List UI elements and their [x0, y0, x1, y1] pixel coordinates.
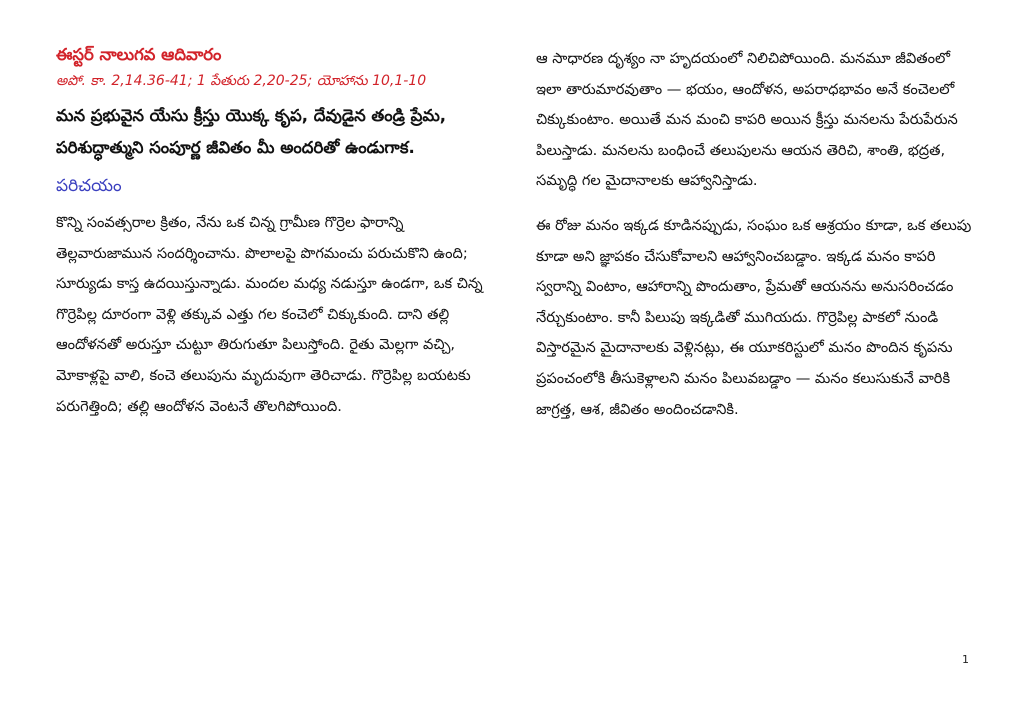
page-number: 1	[962, 653, 969, 666]
page-title: ఈస్టర్ నాలుగవ ఆదివారం	[56, 45, 222, 64]
reflection-paragraph-1: ఆ సాధారణ దృశ్యం నా హృదయంలో నిలిచిపోయింది. మనమూ జీవితంలో ఇలా తారుమారవుతాం — భయం, ఆందోళన, అపరాధభావం అనే కంచెలలో చిక్కుకుంటాం. అయితే మన మంచి కాపరి అయిన క్రీస్తు మనలను పేరుపేరున పిలుస్తాడు. మనలను బంధించే తలుపులను ఆయన తెరిచి, శాంతి, భద్రత, సమృద్ధి గల మైదానాలకు ఆహ్వానిస్తాడు.	[536, 50, 958, 190]
left-column	[56, 42, 496, 422]
right-column	[536, 44, 976, 425]
reflection-paragraph-2: ఈ రోజు మనం ఇక్కడ కూడినప్పుడు, సంఘం ఒక ఆశ్రయం కూడా, ఒక తలుపు కూడా అని జ్ఞాపకం చేసుకోవాలని ఆహ్వానించబడ్డాం. ఇక్కడ మనం కాపరి స్వరాన్ని వింటాం, ఆహారాన్ని పొందుతాం, ప్రేమతో ఆయనను అనుసరించడం నేర్చుకుంటాం. కానీ పిలుపు ఇక్కడితో ముగియదు. గొర్రెపిల్ల పాకలో నుండి విస్తారమైన మైదానాలకు వెళ్లినట్లు, ఈ యూకరిస్టులో మనం పొందిన కృపను ప్రపంచంలోకి తీసుకెళ్లాలని మనం పిలువబడ్డాం — మనం కలుసుకునే వారికి జాగ్రత్త, ఆశ, జీవితం అందించడానికి.	[536, 216, 972, 418]
scripture-references: అపో. కా. 2,14.36-41; 1 పేతురు 2,20-25; యోహాను 10,1-10	[56, 73, 427, 89]
greeting-text: మన ప్రభువైన యేసు క్రీస్తు యొక్క కృప, దేవుడైన తండ్రి ప్రేమ, పరిశుద్ధాత్ముని సంపూర్ణ జీవితం మీ అందరితో ఉండుగాక.	[56, 106, 447, 157]
section-heading: పరిచయం	[56, 176, 122, 196]
intro-paragraph: కొన్ని సంవత్సరాల క్రితం, నేను ఒక చిన్న గ్రామీణ గొర్రెల ఫారాన్ని తెల్లవారుజామున సందర్శించాను. పొలాలపై పొగమంచు పరుచుకొని ఉంది; సూర్యుడు కాస్త ఉదయిస్తున్నాడు. మందల మధ్య నడుస్తూ ఉండగా, ఒక చిన్న గొర్రెపిల్ల దూరంగా వెళ్లి తక్కువ ఎత్తు గల కంచెలో చిక్కుకుంది. దాని తల్లి ఆందోళనతో అరుస్తూ చుట్టూ తిరుగుతూ పిలుస్తోంది. రైతు మెల్లగా వచ్చి, మోకాళ్లపై వాలి, కంచె తలుపును మృదువుగా తెరిచాడు. గొర్రెపిల్ల బయటకు పరుగెత్తింది; తల్లి ఆందోళన వెంటనే తొలగిపోయింది.	[56, 214, 483, 415]
